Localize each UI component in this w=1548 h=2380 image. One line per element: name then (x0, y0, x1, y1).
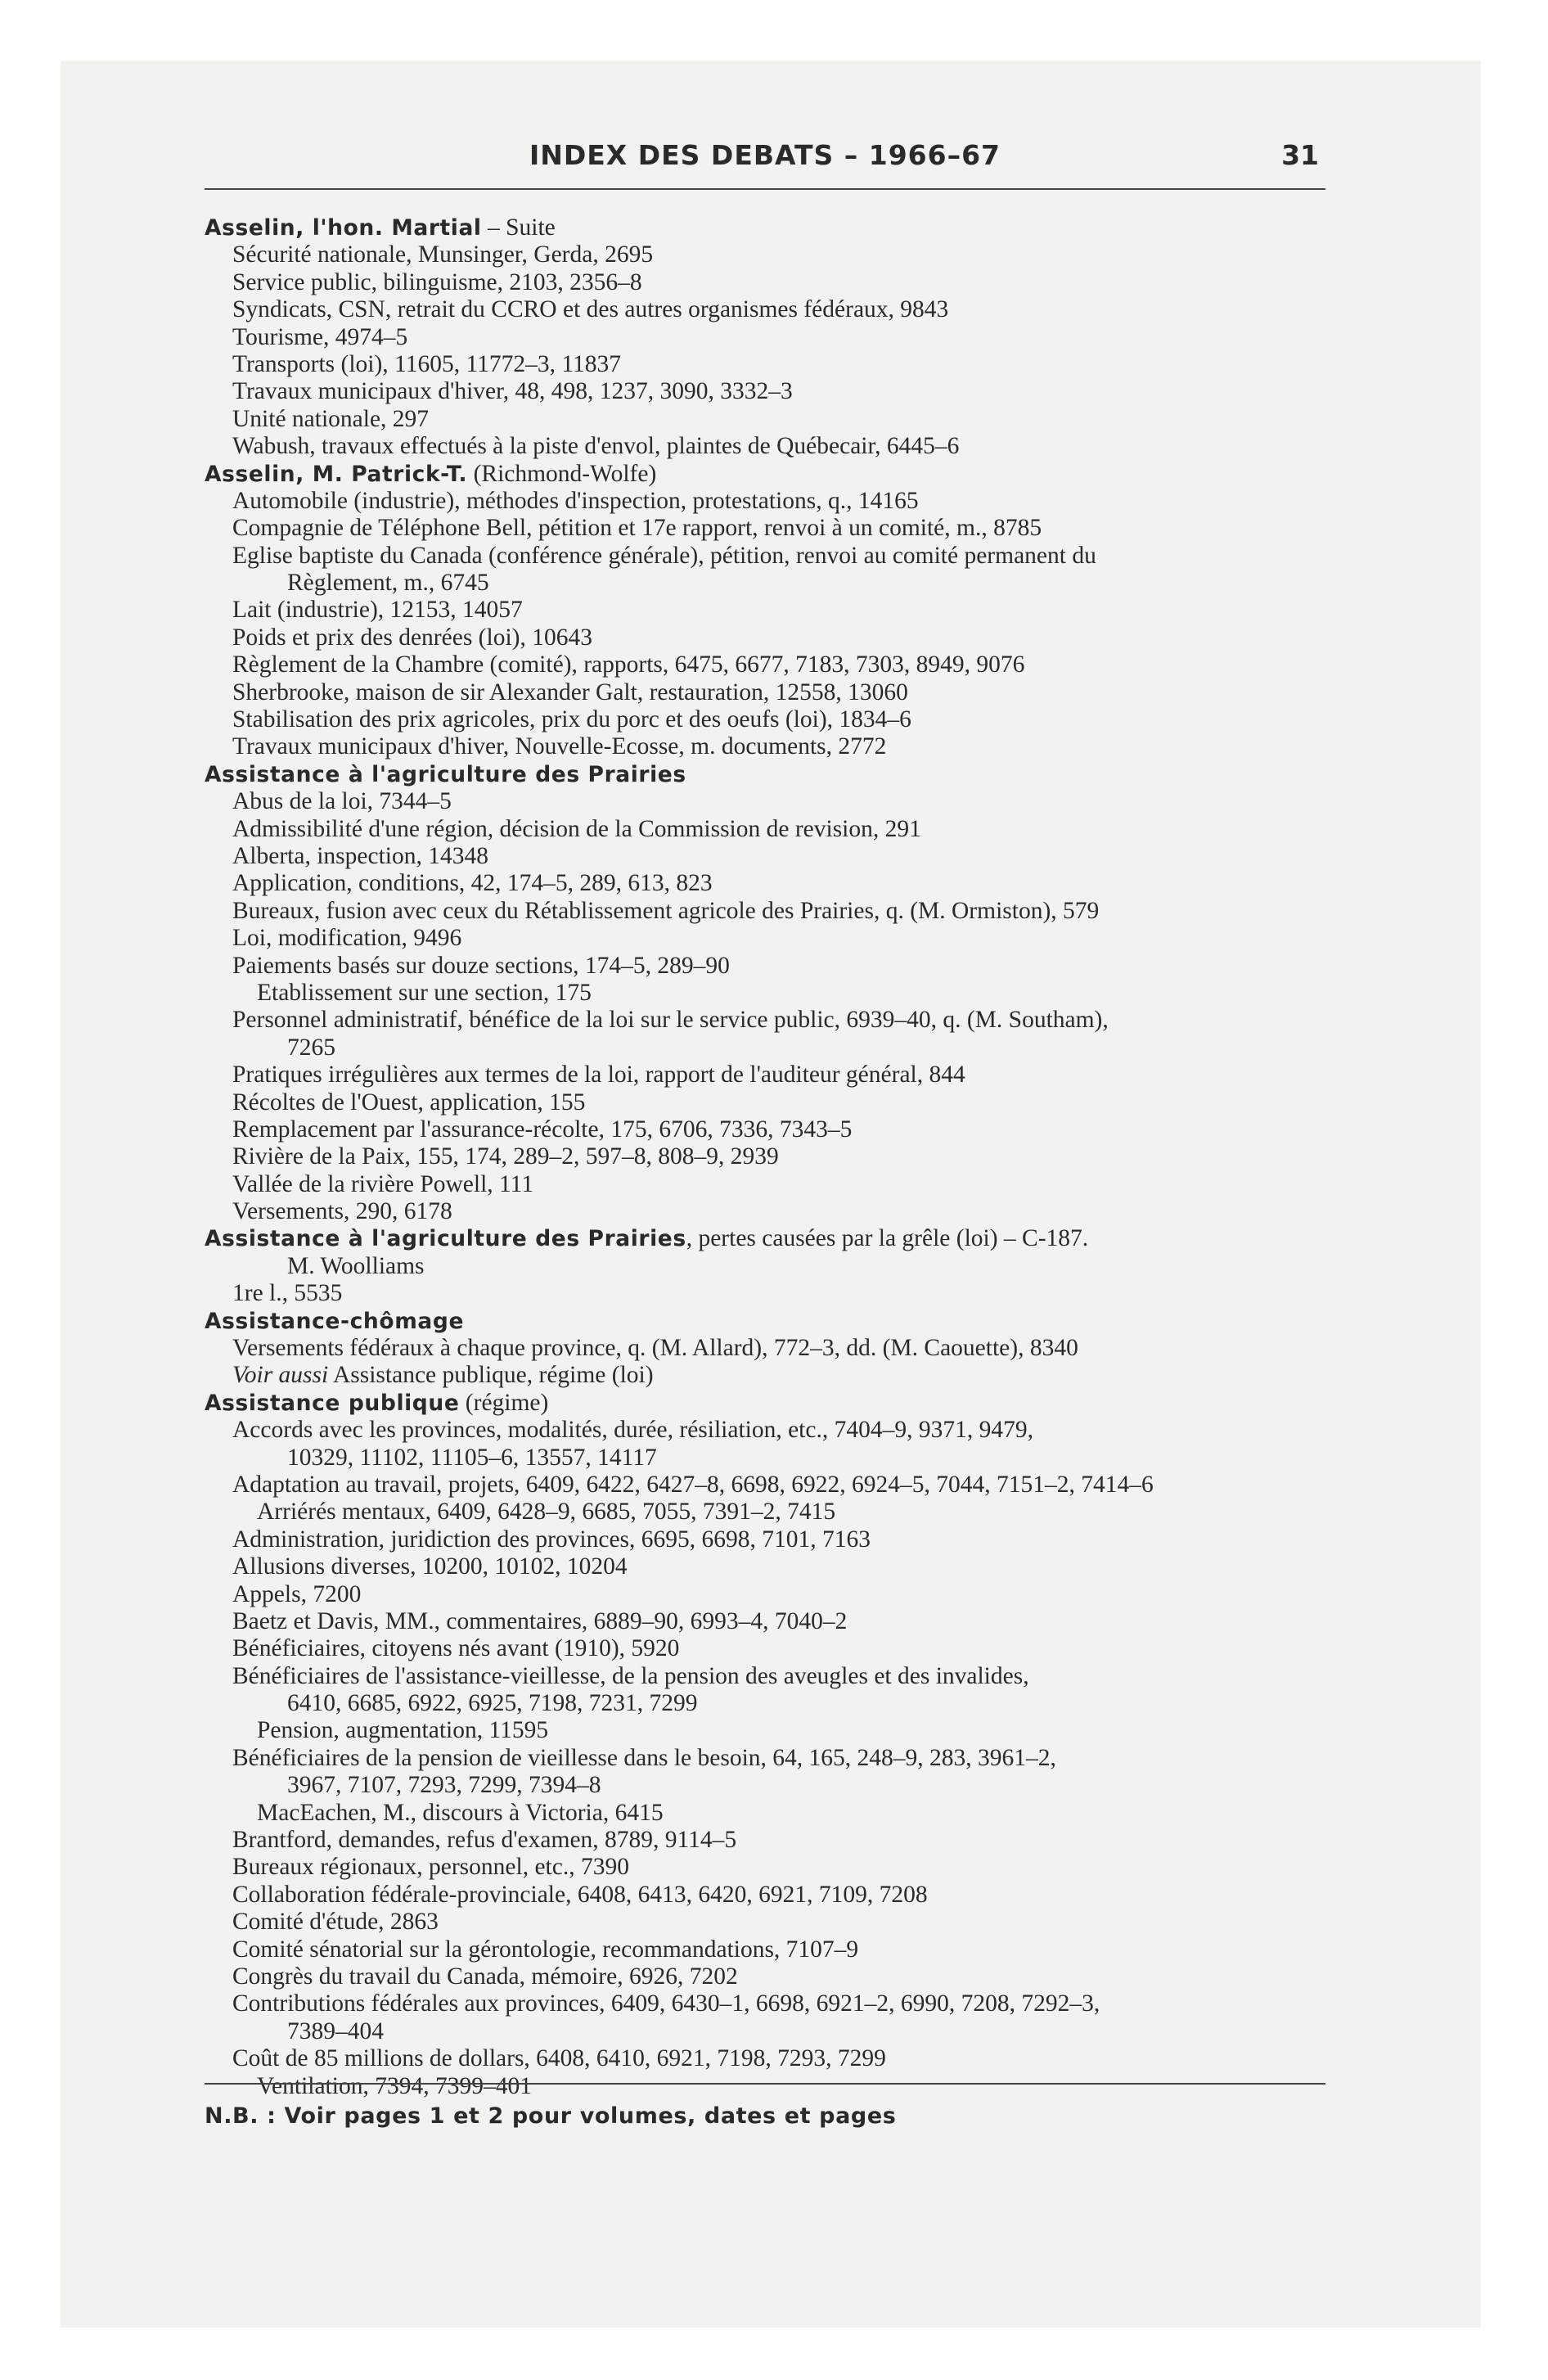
entry-text: Collaboration fédérale-provinciale, 6408, 6413, 6420, 6921, 7109, 7208 (232, 1881, 928, 1908)
entry-text: Versements, 290, 6178 (232, 1198, 452, 1225)
index-entry (205, 1745, 1325, 1772)
index-entry (205, 488, 1325, 515)
index-entry (205, 406, 1325, 433)
entry-text: Syndicats, CSN, retrait du CCRO et des autres organismes fédéraux, 9843 (232, 296, 949, 323)
index-continuation (205, 1690, 1325, 1717)
entry-text: Pension, augmentation, 11595 (257, 1717, 549, 1744)
entry-text: Lait (industrie), 12153, 14057 (232, 597, 523, 624)
index-heading (205, 1308, 1325, 1335)
entry-text: Coût de 85 millions de dollars, 6408, 6410, 6921, 7198, 7293, 7299 (232, 2045, 886, 2072)
entry-text: Administration, juridiction des provinces, 6695, 6698, 7101, 7163 (232, 1526, 871, 1553)
index-subentry (205, 2073, 1325, 2100)
index-entry (205, 378, 1325, 405)
entry-text: Loi, modification, 9496 (232, 925, 462, 952)
entry-text: Paiements basés sur douze sections, 174–5, 289–90 (232, 952, 730, 979)
heading-qualifier: – Suite (481, 214, 556, 241)
entry-text: 7265 (287, 1034, 335, 1061)
index-entry (205, 1198, 1325, 1225)
entry-text: Contributions fédérales aux provinces, 6409, 6430–1, 6698, 6921–2, 6990, 7208, 7292–3, (232, 1990, 1100, 2017)
entry-text: M. Woolliams (287, 1252, 425, 1279)
index-entry (205, 1936, 1325, 1963)
index-entry (205, 679, 1325, 706)
index-subentry (205, 1800, 1325, 1827)
index-entry (205, 2045, 1325, 2072)
heading-name: Assistance-chômage (205, 1308, 465, 1334)
entry-text: Bénéficiaires de la pension de vieillesse dans le besoin, 64, 165, 248–9, 283, 3961–2, (232, 1744, 1056, 1771)
entry-text: Rivière de la Paix, 155, 174, 289–2, 597–8, 808–9, 2939 (232, 1143, 779, 1170)
index-continuation (205, 1034, 1325, 1062)
entry-text: Personnel administratif, bénéfice de la loi sur le service public, 6939–40, q. (M. Southam), (232, 1007, 1109, 1034)
entry-text: Compagnie de Téléphone Bell, pétition et 17e rapport, renvoi à un comité, m., 8785 (232, 515, 1042, 542)
index-entry (205, 296, 1325, 323)
page-header (205, 131, 1325, 180)
index-continuation (205, 1253, 1325, 1280)
index-continuation (205, 1445, 1325, 1472)
index-entry (205, 1089, 1325, 1116)
index-subentry (205, 1717, 1325, 1744)
entry-text: MacEachen, M., discours à Victoria, 6415 (257, 1799, 664, 1826)
cross-reference-label: Voir aussi (232, 1362, 329, 1389)
heading-qualifier: (Richmond-Wolfe) (467, 460, 657, 487)
index-entry (205, 1526, 1325, 1553)
footer-rule (205, 2083, 1325, 2085)
entry-text: Automobile (industrie), méthodes d'inspection, protestations, q., 14165 (232, 487, 919, 514)
entry-text: Service public, bilinguisme, 2103, 2356–8 (232, 268, 642, 295)
entry-text: Ventilation, 7394, 7399–401 (257, 2072, 532, 2099)
entry-text: 7389–404 (287, 2017, 384, 2044)
entry-text: Bénéficiaires, citoyens nés avant (1910), 5920 (232, 1635, 680, 1662)
index-entry (205, 433, 1325, 460)
entry-text: Allusions diverses, 10200, 10102, 10204 (232, 1553, 628, 1580)
entry-text: Baetz et Davis, MM., commentaires, 6889–90, 6993–4, 7040–2 (232, 1607, 848, 1634)
index-entry (205, 269, 1325, 296)
entry-text: Abus de la loi, 7344–5 (232, 788, 452, 815)
index-entry (205, 1608, 1325, 1635)
entry-text: Travaux municipaux d'hiver, 48, 498, 1237, 3090, 3332–3 (232, 378, 793, 405)
entry-text: Récoltes de l'Ouest, application, 155 (232, 1089, 586, 1116)
index-entries (205, 214, 1325, 2100)
heading-name: Asselin, M. Patrick-T. (205, 461, 468, 487)
entry-text: Versements fédéraux à chaque province, q. (M. Allard), 772–3, dd. (M. Caouette), 8340 (232, 1335, 1078, 1362)
index-entry (205, 1472, 1325, 1499)
index-entry (205, 1635, 1325, 1662)
index-entry (205, 1553, 1325, 1580)
index-entry (205, 1280, 1325, 1307)
index-entry (205, 1171, 1325, 1198)
entry-text: Bureaux, fusion avec ceux du Rétablissement agricole des Prairies, q. (M. Ormiston), 579 (232, 897, 1100, 924)
entry-text: Arriérés mentaux, 6409, 6428–9, 6685, 7055, 7391–2, 7415 (257, 1499, 836, 1526)
entry-text: Comité d'étude, 2863 (232, 1909, 439, 1936)
entry-text: Comité sénatorial sur la gérontologie, recommandations, 7107–9 (232, 1936, 859, 1963)
entry-text: 1re l., 5535 (232, 1280, 343, 1307)
entry-text: 6410, 6685, 6922, 6925, 7198, 7231, 7299 (287, 1690, 698, 1717)
index-entry (205, 1062, 1325, 1089)
index-continuation (205, 570, 1325, 597)
index-entry (205, 1362, 1325, 1389)
index-entry (205, 788, 1325, 815)
index-entry (205, 898, 1325, 925)
entry-text: Sécurité nationale, Munsinger, Gerda, 2695 (232, 241, 654, 268)
entry-text: Congrès du travail du Canada, mémoire, 6926, 7202 (232, 1963, 738, 1990)
index-entry (205, 1990, 1325, 2017)
entry-text: Pratiques irrégulières aux termes de la loi, rapport de l'auditeur général, 844 (232, 1062, 965, 1089)
index-entry (205, 925, 1325, 952)
index-entry (205, 1882, 1325, 1909)
index-entry (205, 1335, 1325, 1362)
entry-text: Application, conditions, 42, 174–5, 289, 613, 823 (232, 870, 713, 897)
entry-text: Alberta, inspection, 14348 (232, 842, 488, 869)
entry-text: Sherbrooke, maison de sir Alexander Galt, restauration, 12558, 13060 (232, 678, 908, 705)
heading-name: Assistance publique (205, 1390, 460, 1416)
index-heading (205, 461, 1325, 488)
entry-text: Travaux municipaux d'hiver, Nouvelle-Ecosse, m. documents, 2772 (232, 733, 887, 760)
index-entry (205, 1143, 1325, 1170)
entry-text: Tourisme, 4974–5 (232, 323, 408, 350)
entry-text: Stabilisation des prix agricoles, prix du porc et des oeufs (loi), 1834–6 (232, 706, 911, 733)
index-entry (205, 351, 1325, 378)
entry-text: Accords avec les provinces, modalités, durée, résiliation, etc., 7404–9, 9371, 9479, (232, 1417, 1033, 1444)
page-number: 31 (1281, 139, 1319, 171)
header-rule (205, 188, 1325, 190)
index-entry (205, 816, 1325, 843)
entry-text: Poids et prix des denrées (loi), 10643 (232, 624, 592, 651)
entry-text: Appels, 7200 (232, 1580, 362, 1607)
heading-name: Assistance à l'agriculture des Prairies (205, 1226, 686, 1252)
entry-text: Unité nationale, 297 (232, 405, 430, 432)
index-entry (205, 1116, 1325, 1143)
index-entry (205, 1909, 1325, 1936)
index-entry (205, 870, 1325, 897)
heading-name: Assistance à l'agriculture des Prairies (205, 761, 686, 787)
index-entry (205, 651, 1325, 678)
footer-note: N.B. : Voir pages 1 et 2 pour volumes, dates et pages (205, 2103, 897, 2129)
index-entry (205, 706, 1325, 733)
entry-text: 10329, 11102, 11105–6, 13557, 14117 (287, 1444, 657, 1471)
entry-text: Brantford, demandes, refus d'examen, 8789, 9114–5 (232, 1827, 737, 1854)
entry-text: Vallée de la rivière Powell, 111 (232, 1170, 534, 1197)
index-entry (205, 1581, 1325, 1608)
entry-text: Remplacement par l'assurance-récolte, 175, 6706, 7336, 7343–5 (232, 1116, 853, 1143)
index-entry (205, 953, 1325, 980)
index-entry (205, 1417, 1325, 1444)
heading-qualifier: (régime) (459, 1389, 549, 1416)
index-entry (205, 597, 1325, 624)
page-title: INDEX DES DEBATS – 1966–67 (529, 139, 1001, 171)
entry-text: Bureaux régionaux, personnel, etc., 7390 (232, 1854, 629, 1881)
index-entry (205, 1827, 1325, 1854)
index-heading (205, 1390, 1325, 1417)
index-entry (205, 624, 1325, 651)
index-entry (205, 515, 1325, 542)
index-subentry (205, 1499, 1325, 1526)
entry-text: Règlement de la Chambre (comité), rapports, 6475, 6677, 7183, 7303, 8949, 9076 (232, 651, 1025, 678)
index-entry (205, 324, 1325, 351)
entry-text: Bénéficiaires de l'assistance-vieillesse, de la pension des aveugles et des invalides, (232, 1662, 1029, 1689)
index-subentry (205, 980, 1325, 1007)
entry-text: Adaptation au travail, projets, 6409, 6422, 6427–8, 6698, 6922, 6924–5, 7044, 7151–2, 7414–6 (232, 1471, 1154, 1498)
index-entry (205, 1007, 1325, 1034)
heading-qualifier: , pertes causées par la grêle (loi) – C-187. (686, 1225, 1089, 1252)
index-entry (205, 1663, 1325, 1690)
index-entry (205, 241, 1325, 268)
index-continuation (205, 2018, 1325, 2045)
index-entry (205, 1963, 1325, 1990)
entry-text: Assistance publique, régime (loi) (328, 1362, 654, 1389)
index-entry (205, 1854, 1325, 1881)
index-entry (205, 843, 1325, 870)
entry-text: Eglise baptiste du Canada (conférence générale), pétition, renvoi au comité permanent du (232, 542, 1096, 569)
index-entry (205, 543, 1325, 570)
heading-name: Asselin, l'hon. Martial (205, 215, 482, 241)
entry-text: 3967, 7107, 7293, 7299, 7394–8 (287, 1772, 601, 1799)
entry-text: Règlement, m., 6745 (287, 570, 489, 597)
index-entry (205, 733, 1325, 760)
entry-text: Transports (loi), 11605, 11772–3, 11837 (232, 350, 622, 377)
entry-text: Etablissement sur une section, 175 (257, 979, 592, 1006)
entry-text: Admissibilité d'une région, décision de la Commission de revision, 291 (232, 815, 921, 842)
index-heading (205, 761, 1325, 788)
index-heading (205, 1225, 1325, 1252)
index-continuation (205, 1772, 1325, 1799)
entry-text: Wabush, travaux effectués à la piste d'envol, plaintes de Québecair, 6445–6 (232, 433, 960, 460)
index-heading (205, 214, 1325, 241)
